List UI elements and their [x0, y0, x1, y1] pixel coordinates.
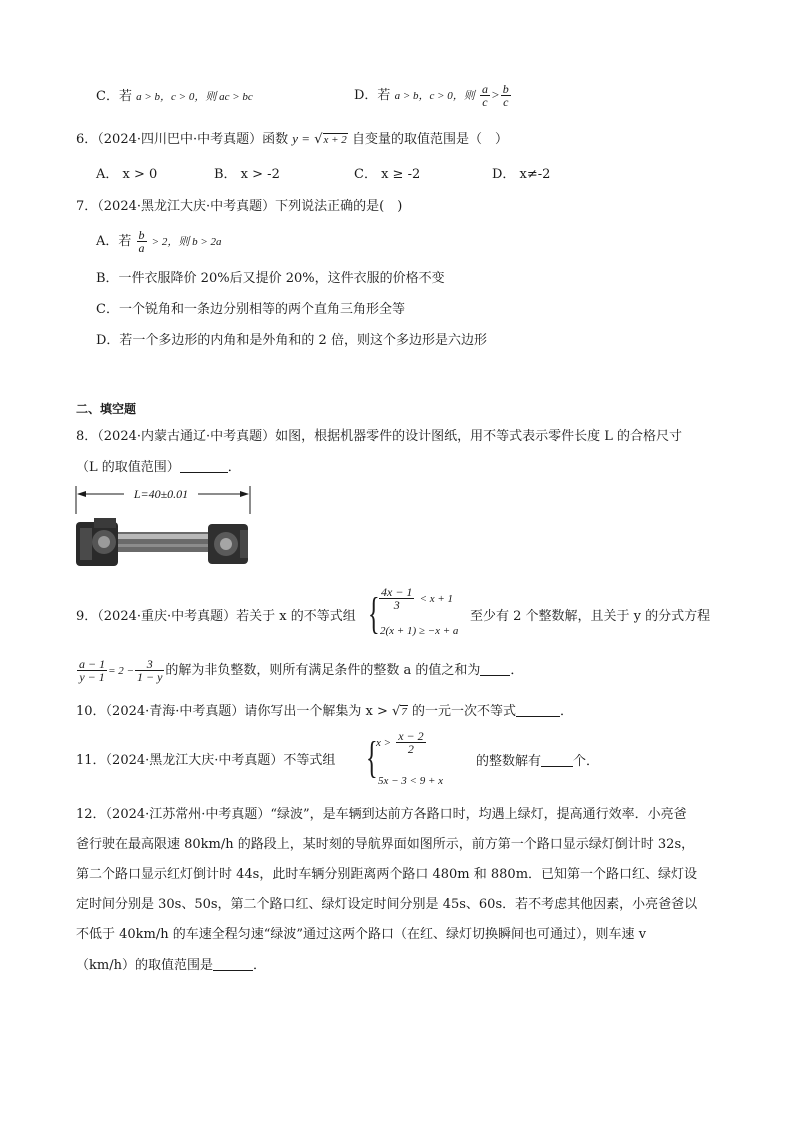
q11-answer-blank[interactable]: [541, 752, 573, 767]
shaft-drawing: [74, 484, 254, 572]
q5-option-d-condition: a > b，c > 0，则: [394, 90, 475, 102]
q7-option-a-prefix: A．若: [96, 234, 132, 249]
q11-ineq1-fraction: $\frac{x - 2}{2}$: [398, 729, 424, 756]
q5-option-d-fraction-b-over-c: $\frac{b}{c}$: [502, 82, 509, 109]
q6-option-c[interactable]: C． x ≥ -2: [354, 167, 421, 182]
q9-eq-mid: = 2 −: [108, 665, 134, 677]
q8-answer-blank[interactable]: [180, 458, 228, 473]
q12-line-6-end: ．: [252, 958, 266, 973]
q6-option-b[interactable]: B． x > -2: [214, 167, 280, 182]
q5-option-d-fraction-a-over-c: $\frac{a}{c}$: [481, 82, 488, 109]
q9-ineq1-fraction: $\frac{4x - 1}{3}$: [381, 585, 413, 612]
q8-dimension-label: L=40±0.01: [133, 487, 189, 501]
q7-option-a-suffix: > 2，则 b > 2a: [151, 236, 222, 248]
q11-ineq1-left: x >: [376, 737, 392, 749]
q10-radicand: 7: [401, 706, 407, 718]
q11-inequality-1: [376, 730, 427, 755]
q10-prefix: 10．（2024·青海·中考真题）请你写出一个解集为 x >: [76, 704, 388, 719]
q11-system-brace: {: [366, 733, 378, 782]
q8-line-2-text: （L 的取值范围）: [76, 460, 180, 475]
q12-line-2: 爸行驶在最高限速 80km/h 的路段上，某时刻的导航界面如图所示，前方第一个路口显示绿灯倒计时 32s，: [76, 837, 695, 852]
q11-prefix: 11．（2024·黑龙江大庆·中考真题）不等式组: [76, 753, 336, 768]
q9-system-brace: {: [368, 589, 380, 638]
q8-line-1: 8．（2024·内蒙古通辽·中考真题）如图，根据机器零件的设计图纸，用不等式表示零件长度 L 的合格尺寸: [76, 429, 683, 444]
section-title-fill-in: 二、填空题: [76, 402, 137, 416]
q6-radicand: x + 2: [323, 134, 347, 146]
q6-option-d[interactable]: D． x≠-2: [492, 167, 551, 182]
q5-option-d[interactable]: D．若 a > b，c > 0，则 $\frac{a}{c}$ > $\frac{b}{c}$: [354, 82, 509, 109]
q5-option-c[interactable]: [96, 88, 253, 106]
q10-answer-blank[interactable]: [516, 702, 560, 717]
q7-stem: 7．（2024·黑龙江大庆·中考真题）下列说法正确的是( ): [76, 199, 403, 214]
q5-option-d-label: D．若: [354, 88, 391, 103]
q6-stem: [76, 130, 508, 149]
q10-line: [76, 702, 573, 721]
q7-option-a[interactable]: [96, 228, 222, 256]
q12-line-6-text: （km/h）的取值范围是: [76, 958, 213, 973]
q8-shaft-figure: [74, 484, 254, 572]
q9-line-2-text: 的解为非负整数，则所有满足条件的整数 a 的值之和为: [165, 663, 481, 678]
q10-sqrt: √7: [392, 704, 407, 719]
q12-line-6: [76, 956, 266, 975]
q11-suffix-line: [476, 752, 599, 771]
q12-line-5: 不低于 40km/h 的车速全程匀速“绿波”通过这两个路口（在红、绿灯切换瞬间也可通过），则车速 v: [76, 927, 647, 942]
q11-inequality-2: 5x − 3 < 9 + x: [378, 775, 444, 787]
q6-option-a[interactable]: A． x > 0: [96, 167, 158, 182]
q11-suffix: 的整数解有: [476, 754, 542, 769]
q12-line-1: 12．（2024·江苏常州·中考真题）“绿波”，是车辆到达前方各路口时，均遇上绿灯，提高通行效率．小亮爸: [76, 807, 687, 822]
q8-line-2: [76, 458, 241, 477]
q9-line-2: [76, 656, 523, 686]
q9-answer-blank[interactable]: [480, 661, 510, 676]
q8-line-2-end: ．: [227, 460, 241, 475]
q7-option-d[interactable]: D．若一个多边形的内角和是外角和的 2 倍，则这个多边形是六边形: [96, 333, 487, 348]
q9-inequality-1: [378, 586, 453, 611]
q6-stem-suffix: 自变量的取值范围是（ ）: [351, 132, 508, 147]
q12-line-3: 第二个路口显示红灯倒计时 44s，此时车辆分别距离两个路口 480m 和 880m．已知第一个路口红、绿灯设: [76, 867, 698, 882]
q10-suffix: 的一元一次不等式: [411, 704, 516, 719]
q9-line-2-end: ．: [510, 663, 524, 678]
q5-option-c-condition: a > b，c > 0，则 ac > bc: [136, 91, 253, 103]
q7-option-a-fraction: $\frac{b}{a}$: [138, 228, 145, 255]
q10-end: ．: [559, 704, 573, 719]
q5-option-c-label: C．若: [96, 89, 132, 104]
q9-prefix: 9．（2024·重庆·中考真题）若关于 x 的不等式组: [76, 609, 356, 624]
q6-function: y =: [292, 131, 311, 146]
q6-sqrt: √x + 2: [314, 132, 347, 147]
q7-option-b[interactable]: B．一件衣服降价 20%后又提价 20%，这件衣服的价格不变: [96, 271, 445, 286]
q7-option-c[interactable]: C．一个锐角和一条边分别相等的两个直角三角形全等: [96, 302, 405, 317]
q9-suffix: 至少有 2 个整数解，且关于 y 的分式方程: [470, 609, 711, 624]
q12-answer-blank[interactable]: [213, 956, 253, 971]
q9-ineq1-rest: < x + 1: [419, 593, 454, 605]
q9-inequality-2: 2(x + 1) ≥ −x + a: [380, 625, 459, 637]
q9-eq-fraction-1: $\frac{a - 1}{y - 1}$: [79, 657, 106, 684]
q6-stem-prefix: 6．（2024·四川巴中·中考真题）函数: [76, 132, 289, 147]
q9-eq-fraction-2: $\frac{3}{1 - y}$: [136, 657, 163, 684]
q12-line-4: 定时间分别是 30s、50s，第二个路口红、绿灯设定时间分别是 45s、60s．若不考虑其他因素，小亮爸爸以: [76, 897, 698, 912]
q11-end: 个．: [573, 754, 600, 769]
